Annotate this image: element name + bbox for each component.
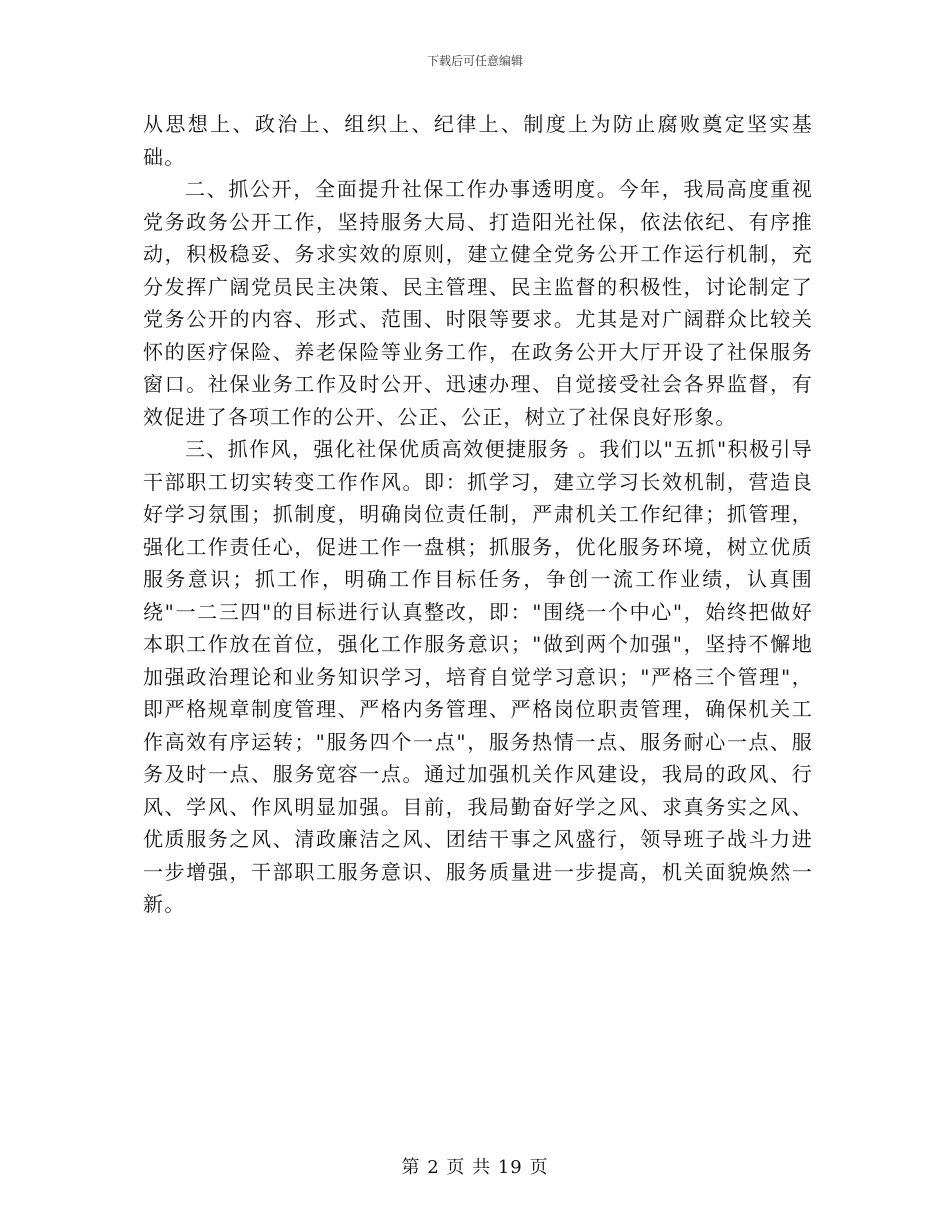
paragraph-2: 二、抓公开，全面提升社保工作办事透明度。今年，我局高度重视党务政务公开工作，坚持服务大局、打造阳光社保，依法依纪、有序推动，积极稳妥、务求实效的原则，建立健全党务公开工作运行机制，充分发挥广阔党员民主决策、民主管理、民主监督的积极性，讨论制定了党务公开的内容、形式、范围、时限等要求。尤其是对广阔群众比较关怀的医疗保险、养老保险等业务工作，在政务公开大厅开设了社保服务窗口。社保业务工作及时公开、迅速办理、自觉接受社会各界监督，有效促进了各项工作的公开、公正、公正，树立了社保良好形象。 — [143, 177, 813, 429]
page-number-footer: 第 2 页 共 19 页 — [401, 1157, 549, 1178]
paragraph-1: 从思想上、政治上、组织上、纪律上、制度上为防止腐败奠定坚实基础。 — [143, 112, 813, 169]
page-header: 下载后可任意编辑 — [426, 54, 523, 68]
paragraph-3: 三、抓作风，强化社保优质高效便捷服务 。我们以"五抓"积极引导干部职工切实转变工作作风。即：抓学习，建立学习长效机制，营造良好学习氛围；抓制度，明确岗位责任制，严肃机关工作纪律；抓管理，强化工作责任心，促进工作一盘棋；抓服务，优化服务环境，树立优质服务意识；抓工作，明确工作目标任务，争创一流工作业绩，认真围绕"一二三四"的目标进行认真整改，即："围绕一个中心"，始终把做好本职工作放在首位，强化工作服务意识；"做到两个加强"，坚持不懈地加强政治理论和业务知识学习，培育自觉学习意识；"严格三个管理"，即严格规章制度管理、严格内务管理、严格岗位职责管理，确保机关工作高效有序运转；"服务四个一点"，服务热情一点、服务耐心一点、服务及时一点、服务宽容一点。通过加强机关作风建设，我局的政风、行风、学风、作风明显加强。目前，我局勤奋好学之风、求真务实之风、优质服务之风、清政廉洁之风、团结干事之风盛行，领导班子战斗力进一步增强，干部职工服务意识、服务质量进一步提高，机关面貌焕然一新。 — [143, 437, 813, 916]
document-body — [143, 108, 813, 921]
